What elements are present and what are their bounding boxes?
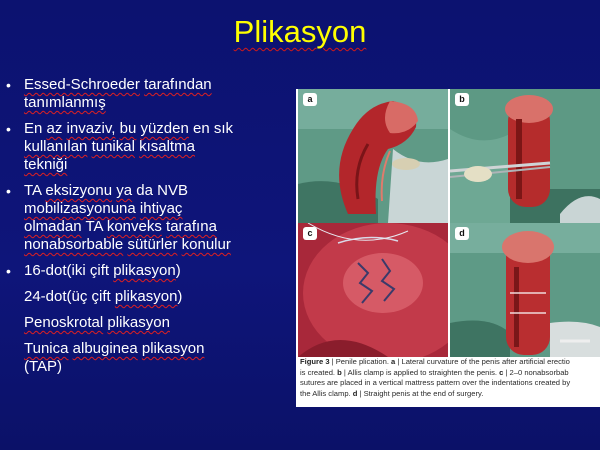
- spellcheck-word: plikasyon: [107, 314, 170, 331]
- text-segment: TA: [81, 218, 107, 235]
- spacer: [6, 376, 298, 384]
- caption-bold: a: [391, 357, 396, 366]
- bullet-line: [6, 94, 298, 112]
- spellcheck-word: nonabsorbable: [24, 236, 124, 253]
- text-segment: TA: [24, 182, 46, 199]
- spellcheck-word: albuginea: [72, 340, 138, 357]
- bullet-line: [6, 262, 298, 280]
- spellcheck-word: plikasyon: [113, 262, 176, 279]
- spacer: [6, 174, 298, 182]
- text-segment: 16-dot(iki çift: [24, 262, 114, 279]
- surgical-figure: [296, 89, 600, 407]
- figure-panel-d: [450, 223, 600, 357]
- bullet-line: [6, 200, 298, 218]
- spacer: [6, 112, 298, 120]
- caption-line: [300, 357, 600, 368]
- caption-segment: | Allis clamp is applied to straighten the penis.: [341, 367, 500, 377]
- caption-segment: is created.: [300, 367, 338, 377]
- caption-bold: b: [337, 367, 342, 377]
- spellcheck-word: mobilizasyonuna: [24, 200, 136, 217]
- spellcheck-word: kısaltma: [139, 138, 195, 155]
- spacer: [6, 254, 298, 262]
- caption-line: [300, 378, 600, 389]
- bullet-dot-icon: •: [6, 183, 11, 199]
- penile-curvature-photo: [298, 89, 448, 223]
- figure-panel-b: [450, 89, 600, 223]
- spellcheck-word: eksizyonu: [45, 182, 113, 199]
- spellcheck-word: tekniği: [24, 156, 68, 173]
- figure-panel-c: [298, 223, 448, 357]
- spellcheck-word: az: [46, 120, 63, 137]
- caption-segment: | Penile plication.: [329, 357, 392, 366]
- spellcheck-word: kullanılan: [24, 138, 88, 155]
- figure-caption: [300, 357, 600, 399]
- spellcheck-word: ihtiyaç: [139, 200, 183, 217]
- spellcheck-word: plikasyon: [114, 288, 178, 305]
- text-segment: da NVB: [132, 182, 188, 199]
- caption-segment: | Straight penis at the end of surgery.: [357, 388, 484, 398]
- spellcheck-word: invaziv,: [66, 120, 116, 137]
- spellcheck-word: plikasyon: [141, 340, 205, 357]
- panel-letter: c: [303, 227, 317, 240]
- caption-segment: | Lateral curvature of the penis after artificial erectio: [395, 357, 570, 366]
- bullet-list: [6, 76, 298, 384]
- caption-segment: the Allis clamp.: [300, 388, 353, 398]
- subitem-line: [6, 340, 298, 358]
- caption-bold: Figure 3: [300, 357, 330, 366]
- figure-panel-a: [298, 89, 448, 223]
- bullet-line: [6, 156, 298, 174]
- spellcheck-word: tunikal: [91, 138, 135, 155]
- caption-line: [300, 368, 600, 379]
- caption-bold: c: [499, 367, 504, 377]
- bullet-line: [6, 218, 298, 236]
- bullet-dot-icon: •: [6, 263, 11, 279]
- bullet-dot-icon: •: [6, 77, 11, 93]
- subitem-line: [6, 314, 298, 332]
- bullet-line: [6, 182, 298, 200]
- allis-clamp-photo: [450, 89, 600, 223]
- spacer: [6, 306, 298, 314]
- spellcheck-word: konveks: [106, 218, 162, 235]
- spellcheck-word: yüzden: [140, 120, 189, 137]
- text-segment: (TAP): [24, 358, 63, 375]
- bullet-line: [6, 76, 298, 94]
- panel-letter: d: [455, 227, 469, 240]
- panel-letter: b: [455, 93, 469, 106]
- spellcheck-word: konulur: [181, 236, 231, 253]
- spacer: [6, 280, 298, 288]
- suture-placement-photo: [298, 223, 448, 357]
- caption-segment: sutures are placed in a vertical mattress pattern over the indentations created by: [300, 378, 571, 387]
- spellcheck-word: tanımlanmış: [24, 94, 106, 111]
- spellcheck-word: Tunica: [24, 340, 69, 357]
- bullet-line: [6, 236, 298, 254]
- bullet-line: [6, 120, 298, 138]
- text-segment: en sık: [188, 120, 234, 137]
- straight-penis-photo: [450, 223, 600, 357]
- spellcheck-word: olmadan: [24, 218, 82, 235]
- spellcheck-word: bu: [119, 120, 137, 137]
- spellcheck-word: tarafından: [144, 76, 212, 93]
- caption-line: [300, 389, 600, 400]
- bullet-line: [6, 138, 298, 156]
- spellcheck-word: tarafına: [166, 218, 217, 235]
- spellcheck-word: Essed-Schroeder: [24, 76, 140, 93]
- text-segment: ): [177, 288, 183, 305]
- slide-title: Plikasyon: [233, 14, 367, 49]
- subitem-line: [6, 288, 298, 306]
- caption-segment: | 2–0 nonabsorbab: [503, 367, 569, 377]
- spacer: [6, 332, 298, 340]
- spellcheck-word: ya: [116, 182, 133, 199]
- text-segment: 24-dot(üç çift: [24, 288, 115, 305]
- spellcheck-word: Penoskrotal: [24, 314, 104, 331]
- subitem-line: [6, 358, 298, 376]
- text-segment: ): [175, 262, 181, 279]
- spellcheck-word: sütürler: [127, 236, 178, 253]
- bullet-dot-icon: •: [6, 121, 11, 137]
- caption-bold: d: [352, 388, 358, 398]
- panel-letter: a: [303, 93, 317, 106]
- text-segment: En: [24, 120, 47, 137]
